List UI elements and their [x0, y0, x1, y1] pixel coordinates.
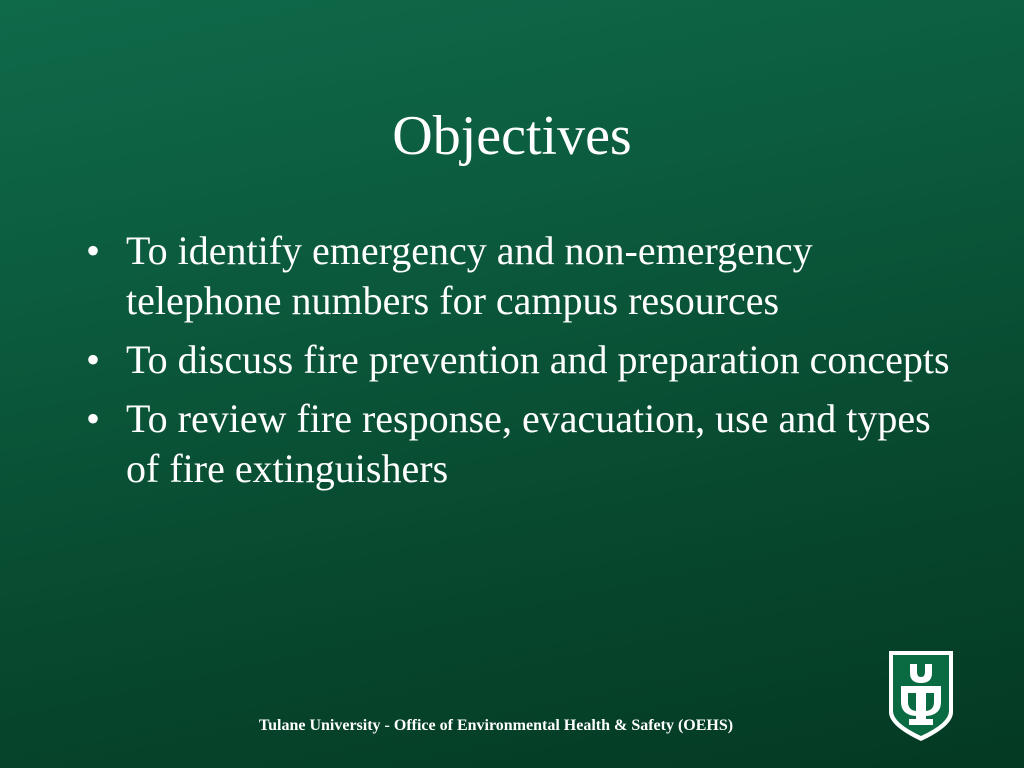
objectives-list	[84, 226, 964, 503]
slide-title: Objectives	[392, 105, 632, 167]
bullet-icon: •	[86, 337, 101, 382]
bullet-icon: •	[86, 228, 101, 273]
list-item	[84, 394, 964, 494]
list-item	[84, 226, 964, 326]
bullet-text: To identify emergency and non-emergency telephone numbers for campus resources	[126, 228, 813, 323]
tulane-tu-shield-icon	[888, 650, 954, 742]
list-item	[84, 335, 964, 385]
bullet-icon: •	[86, 396, 101, 441]
bullet-text: To discuss fire prevention and preparation concepts	[126, 337, 950, 382]
footer-text: Tulane University - Office of Environmental Health & Safety (OEHS)	[258, 717, 734, 734]
bullet-text: To review fire response, evacuation, use and types of fire extinguishers	[126, 396, 931, 491]
